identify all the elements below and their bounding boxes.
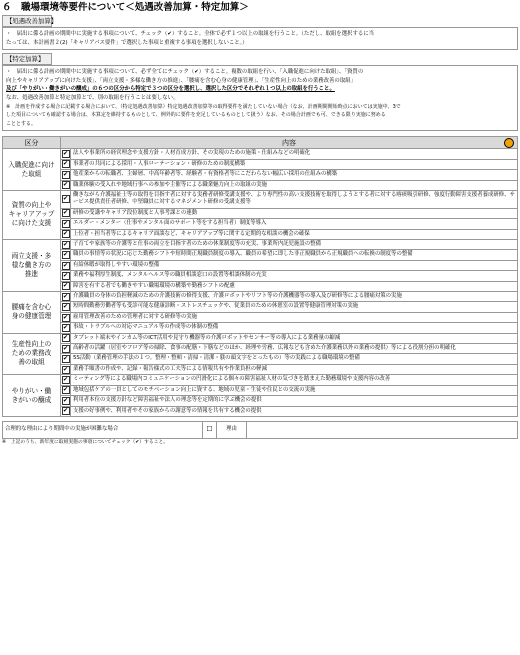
check-mark-icon: ✔ — [62, 282, 69, 290]
table-row — [3, 292, 518, 302]
table-row — [3, 229, 518, 239]
check-mark-icon: ✔ — [62, 209, 69, 217]
checkbox[interactable] — [61, 170, 71, 180]
checkbox[interactable] — [61, 240, 71, 250]
checkbox[interactable] — [61, 190, 71, 208]
requirement-text: ミーティング等による職場内コミュニケーションの円滑化による個々の障害福祉人材の気づきを踏まえた勤務環境や支援内容の改善 — [71, 375, 518, 385]
requirement-text: 障害を有する者でも働きやすい職場環境の構築や勤務シフトの配慮 — [71, 281, 518, 291]
checkbox[interactable] — [61, 344, 71, 354]
checkbox[interactable] — [61, 333, 71, 343]
category-cell: 腰痛を含む心 身の健康管理 — [3, 292, 61, 334]
footer-reason-text: 合理的な理由により期間中の実施が困難な場合 — [5, 426, 119, 433]
table-row — [3, 159, 518, 169]
check-mark-icon: ✔ — [62, 261, 69, 269]
shogu-line-1: ・ 届出に係る計画の期間中に実施する事項について、チェック（✔）すること。全体で必ず１つ以上の取組を行うこと。（ただし、取組を選択するに当 — [6, 31, 375, 37]
table-row — [3, 302, 518, 312]
tokutei-line-3: 及び「やりがい・働きがいの醸成」の６つの区分から特定で３つの区分を選択し、選択した区分でそれぞれ１つ以上の取組を行うこと。 — [6, 86, 335, 93]
table-row — [3, 208, 518, 218]
table-row — [3, 406, 518, 416]
footer-table — [2, 421, 518, 439]
requirement-text: 地域包括ケアの一員としてのモチベーション向上に資する、地域の児童・生徒や住民との交流の実施 — [71, 385, 518, 395]
check-mark-icon: ✔ — [62, 365, 69, 373]
checkbox[interactable] — [61, 271, 71, 281]
requirement-text: 他産業からの転職者、主婦層、中高年齢者等、経験者・有資格者等にこだわらない幅広い採用の仕組みの構築 — [71, 170, 518, 180]
requirement-text: 子育てや家族等の介護等と仕事の両立を目指す者のための休業制度等の充実、事業所内託児施設の整備 — [71, 240, 518, 250]
checkbox[interactable] — [61, 219, 71, 229]
table-row — [3, 271, 518, 281]
document-page — [2, 1, 518, 653]
footer-note: ※ 上記のうち、新年度に取組実施の事項についてチェック（✔）すること。 — [2, 439, 169, 445]
check-mark-icon: ✔ — [62, 344, 69, 352]
table-row — [3, 375, 518, 385]
check-mark-icon: ✔ — [62, 375, 69, 383]
check-mark-icon: ✔ — [62, 251, 69, 259]
tokutei-line-4: なお、処遇改善加算と特定加算とで、別の取組を行うことは要しない。 — [6, 94, 179, 101]
requirement-text: 研修の受講やキャリア段位制度と人事考課との連動 — [71, 208, 518, 218]
table-row — [3, 323, 518, 333]
check-mark-icon: ✔ — [62, 230, 69, 238]
table-row — [3, 149, 518, 159]
checkbox[interactable] — [61, 149, 71, 159]
shogu-section-label: 【処遇改善加算】 — [2, 15, 52, 27]
table-row — [3, 240, 518, 250]
checkbox[interactable] — [61, 323, 71, 333]
check-mark-icon: ✔ — [62, 386, 69, 394]
requirement-text: 事故・トラブルへの対応マニュアル等の作成等の体制の整備 — [71, 323, 518, 333]
shogu-instructions — [2, 27, 518, 50]
check-mark-icon: ✔ — [62, 150, 69, 158]
checkbox[interactable] — [61, 229, 71, 239]
table-row — [3, 344, 518, 354]
check-mark-icon: ✔ — [62, 313, 69, 321]
checkbox[interactable] — [61, 354, 71, 364]
table-row — [3, 312, 518, 322]
check-mark-icon: ✔ — [62, 303, 69, 311]
checkbox[interactable] — [61, 281, 71, 291]
check-mark-icon: ✔ — [62, 407, 69, 415]
tokutei-instructions — [2, 65, 518, 131]
checkbox[interactable] — [61, 208, 71, 218]
check-mark-icon: ✔ — [62, 271, 69, 279]
requirement-text: 上位者・担当者等によるキャリア面談など、キャリアアップ等に関する定期的な相談の機会の確保 — [71, 229, 518, 239]
check-mark-icon: ✔ — [62, 170, 69, 178]
check-mark-icon: ✔ — [62, 240, 69, 248]
requirement-text: 業務手順書の作成や、記録・報告様式の工夫等による情報共有や作業負担の軽減 — [71, 364, 518, 374]
requirement-text: 職員の事情等の状況に応じた勤務シフトや短時間正規職員制度の導入、職員の希望に即した非正規職員から正規職員への転換の制度等の整備 — [71, 250, 518, 260]
checkbox[interactable] — [61, 159, 71, 169]
category-cell: 資質の向上や キャリアアップ に向けた支援 — [3, 190, 61, 239]
checkbox[interactable] — [61, 406, 71, 416]
check-mark-icon: ✔ — [62, 292, 69, 300]
table-row — [3, 281, 518, 291]
header-content-label: 内容 — [282, 138, 296, 147]
requirement-text: 働きながら介護福祉士等の取得を目指す者に対する実務者研修受講支援や、より専門性の高い支援技術を取得しようとする者に対する喀痰吸引研修、強度行動障害支援者養成研修、サービス提供責任者研修、中堅職員に対するマネジメント研修の受講支援等 — [71, 190, 518, 208]
requirement-text: 法人や事業所の経営理念や支援方針・人材育成方針、その実現のための施策・仕組みなどの明確化 — [71, 149, 518, 159]
requirements-table — [2, 136, 518, 417]
footer-reason-input[interactable] — [247, 421, 518, 438]
table-row — [3, 385, 518, 395]
table-row — [3, 170, 518, 180]
table-row — [3, 180, 518, 190]
checkbox[interactable] — [61, 375, 71, 385]
check-mark-icon: ✔ — [62, 181, 69, 189]
checkbox[interactable] — [61, 302, 71, 312]
checkbox[interactable] — [61, 385, 71, 395]
checkbox[interactable] — [61, 250, 71, 260]
table-row — [3, 219, 518, 229]
table-row — [3, 396, 518, 406]
checkbox[interactable] — [61, 364, 71, 374]
tokutei-line-1: ・ 届出に係る計画の期間中に実施する事項について、必ず全てにチェック（✔）すること。複数の取組を行い、「入職促進に向けた取組」、「資質の — [6, 69, 364, 76]
header-content — [61, 137, 518, 149]
tokutei-note-3: こととする。 — [6, 120, 37, 127]
check-mark-icon: ✔ — [62, 396, 69, 404]
tokutei-section-label: 【特定加算】 — [2, 53, 52, 65]
check-mark-icon: ✔ — [62, 355, 69, 363]
check-mark-icon: ✔ — [62, 195, 69, 203]
requirement-text: 職業体験の受入れや地域行事への参加や主催等による職業魅力向上の取組の実施 — [71, 180, 518, 190]
table-row — [3, 250, 518, 260]
tokutei-line-2: 向上やキャリアアップに向けた支援」、「両立支援・多様な働き方の推進」、「腰痛を含む心身の健康管理」、「生産性向上のための業務改善の取組」 — [6, 77, 356, 84]
category-cell: 生産性向上の ための業務改 善の取組 — [3, 333, 61, 375]
requirement-text: 支援の好事例や、利用者やその家族からの謝意等の情報を共有する機会の提供 — [71, 406, 518, 416]
requirement-text: 利用者本位の支援方針など障害福祉や法人の理念等を定期的に学ぶ機会の提供 — [71, 396, 518, 406]
footer-checkbox[interactable]: ☐ — [203, 421, 217, 438]
table-row — [3, 190, 518, 208]
tokutei-note-2: した項目についても確認する場合は、本算定を維持するものとして、例外的に要件を充足しているものとして扱う）なお、その場合計画でも可、できる限り実施に努める — [6, 112, 386, 119]
check-mark-icon: ✔ — [62, 334, 69, 342]
requirement-text: 短時間勤務労働者等も受診可能な健康診断・ストレスチェックや、従業員のための休憩室の設置等健康管理対策の実施 — [71, 302, 518, 312]
checkbox[interactable] — [61, 292, 71, 302]
requirement-text: 有給休暇が取得しやすい環境の整備 — [71, 260, 518, 270]
check-mark-icon: ✔ — [62, 323, 69, 331]
table-row — [3, 354, 518, 364]
check-mark-icon: ✔ — [62, 219, 69, 227]
shogu-line-2: たっては、本計画書２(2)「キャリアパス要件」で選択した事項と重複する事項を選択しないこと。） — [6, 39, 248, 46]
status-circle-icon — [504, 138, 514, 148]
category-cell: やりがい・働 きがいの醸成 — [3, 375, 61, 417]
tokutei-note-1: ※ 計画を作成する場合に記載する場合において、（特定処遇改善加算）特定処遇改善加算等の取得要件を満たしていない場合（なお、計画期間開始時点においては実施中、3で — [6, 103, 401, 110]
check-mark-icon: ✔ — [62, 160, 69, 168]
checkbox[interactable] — [61, 312, 71, 322]
requirement-text: タブレット端末やインカム等のICT活用や見守り機器等の介護ロボットやセンサー等の導入による業務量の縮減 — [71, 333, 518, 343]
requirement-text: 5S活動（業務管理の手法の１つ。整理・整頓・清掃・清潔・躾の頭文字をとったもの）等の実践による職場環境の整備 — [71, 354, 518, 364]
table-row — [3, 260, 518, 270]
footer-reason-label — [3, 421, 203, 438]
checkbox[interactable] — [61, 260, 71, 270]
requirement-text: 事業者の共同による採用・人事ローテーション・研修のための制度構築 — [71, 159, 518, 169]
category-cell: 両立支援・多 様な働き方の 推進 — [3, 240, 61, 292]
page-title: ６ 職場環境等要件について＜処遇改善加算・特定加算＞ — [2, 2, 249, 13]
checkbox[interactable] — [61, 396, 71, 406]
checkbox[interactable] — [61, 180, 71, 190]
table-row — [3, 364, 518, 374]
requirement-text: 高齢者の活躍（居室やフロア等の掃除、食事の配膳・下膳などのほか、経理や労務、広報なども含めた介護業務以外の業務の提供）等による役割分担の明確化 — [71, 344, 518, 354]
footer-reason-field-label: 理由 — [217, 421, 247, 438]
header-category: 区分 — [3, 137, 61, 149]
category-cell: 入職促進に向け た取組 — [3, 149, 61, 191]
requirement-text: エルダー・メンター（仕事やメンタル面のサポート等をする担当者）制度等導入 — [71, 219, 518, 229]
requirements-body — [3, 149, 518, 417]
requirement-text: 雇用管理改善のための管理者に対する研修等の実施 — [71, 312, 518, 322]
requirement-text: 介護職員の身体の負担軽減のための介護技術の修得支援、介護ロボットやリフト等の介護機器等の導入及び研修等による腰痛対策の実施 — [71, 292, 518, 302]
requirement-text: 業務や福利厚生制度、メンタルヘルス等の職員相談窓口の設置等相談体制の充実 — [71, 271, 518, 281]
table-row — [3, 333, 518, 343]
